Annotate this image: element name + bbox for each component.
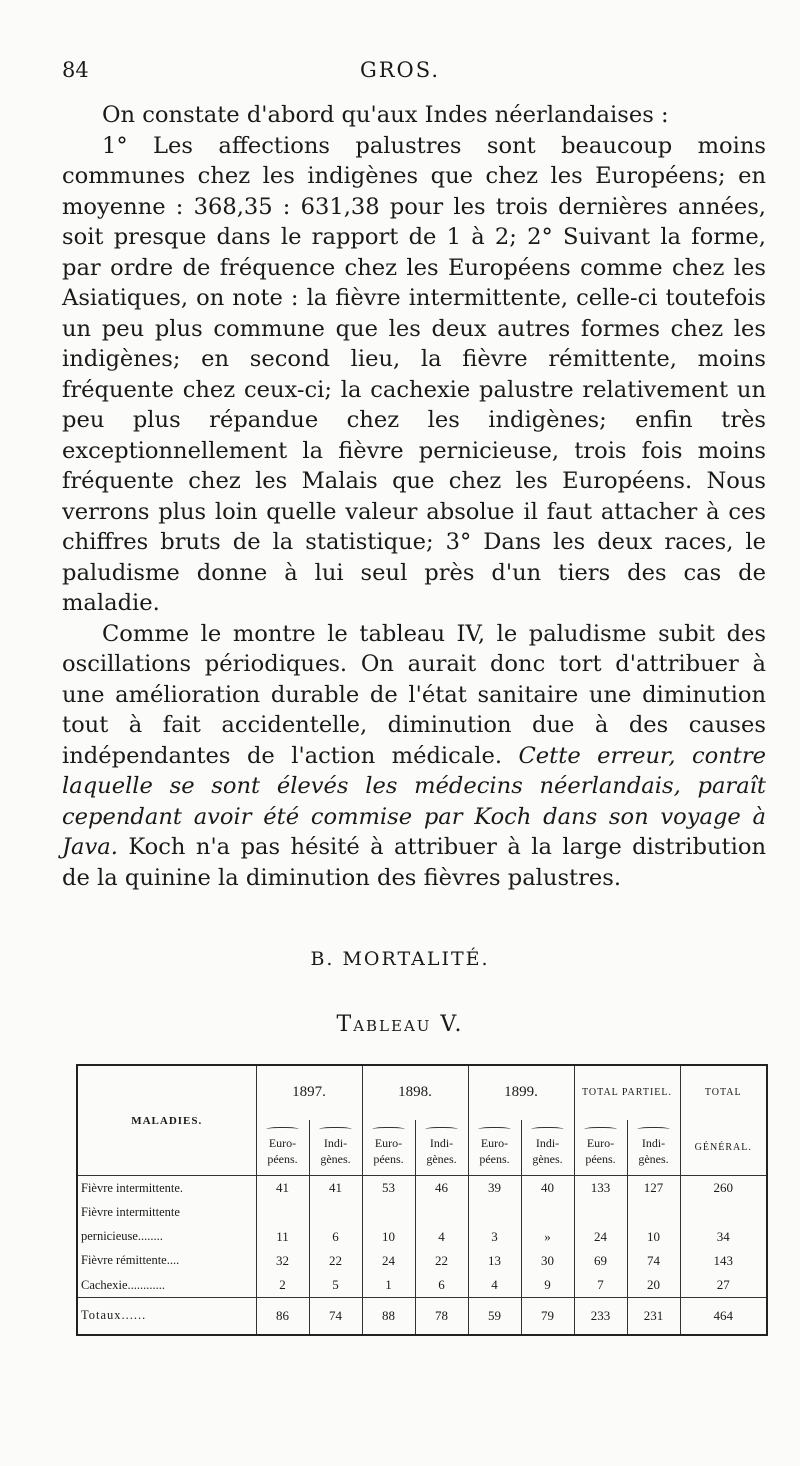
table-cell: 88 bbox=[362, 1297, 415, 1334]
table-cell: 20 bbox=[627, 1273, 680, 1297]
table-cell: 11 bbox=[256, 1224, 309, 1248]
row-label: pernicieuse........ bbox=[81, 1229, 163, 1244]
paragraph-2-start: Comme le montre le tableau IV, le paludisme subit des oscillations périodiques. On aurait donc tort d'attribuer à une amélioration durable de l'état sanitaire une diminution tout à fait accidentelle, diminution due à des causes indépendantes de l'action médicale. bbox=[62, 620, 766, 769]
header-maladies: MALADIES. bbox=[78, 1066, 256, 1176]
row-label: Cachexie............ bbox=[81, 1277, 166, 1292]
table-cell: 27 bbox=[680, 1273, 766, 1297]
subheader-euro: Euro-péens. bbox=[256, 1120, 309, 1176]
table-cell: 74 bbox=[309, 1297, 362, 1334]
table-cell: 32 bbox=[256, 1249, 309, 1273]
subheader-euro: Euro-péens. bbox=[468, 1120, 521, 1176]
table-cell: 24 bbox=[574, 1224, 627, 1248]
subheader-indi: Indi-gènes. bbox=[521, 1120, 574, 1176]
table-cell: 86 bbox=[256, 1297, 309, 1334]
table-cell: 1 bbox=[362, 1273, 415, 1297]
table-cell bbox=[362, 1200, 415, 1224]
paragraph-2 bbox=[62, 619, 766, 894]
table-row bbox=[78, 1249, 766, 1273]
table-cell: 40 bbox=[521, 1176, 574, 1200]
table-cell: 9 bbox=[521, 1273, 574, 1297]
table-cell: 133 bbox=[574, 1176, 627, 1200]
table-cell: 6 bbox=[415, 1273, 468, 1297]
table-cell: 7 bbox=[574, 1273, 627, 1297]
table-cell bbox=[574, 1200, 627, 1224]
table-cell: 34 bbox=[680, 1224, 766, 1248]
table-cell: 46 bbox=[415, 1176, 468, 1200]
table-cell bbox=[680, 1200, 766, 1224]
mortality-table bbox=[76, 1064, 768, 1336]
table-cell: 79 bbox=[521, 1297, 574, 1334]
header-year-1899: 1899. bbox=[468, 1066, 574, 1120]
table-cell: 10 bbox=[362, 1224, 415, 1248]
table-cell: » bbox=[521, 1224, 574, 1248]
header-total-partiel: TOTAL PARTIEL. bbox=[574, 1066, 680, 1120]
table-cell: 41 bbox=[309, 1176, 362, 1200]
table-cell: 6 bbox=[309, 1224, 362, 1248]
table-title: Tableau V. bbox=[336, 1012, 464, 1037]
table-cell: 39 bbox=[468, 1176, 521, 1200]
table-cell: 4 bbox=[468, 1273, 521, 1297]
subheader-indi: Indi-gènes. bbox=[309, 1120, 362, 1176]
table-cell bbox=[468, 1200, 521, 1224]
body-text bbox=[62, 100, 766, 893]
table-cell: 260 bbox=[680, 1176, 766, 1200]
subheader-indi: Indi-gènes. bbox=[627, 1120, 680, 1176]
table-cell bbox=[415, 1200, 468, 1224]
table-cell: 5 bbox=[309, 1273, 362, 1297]
paragraph-lead: On constate d'abord qu'aux Indes néerlandaises : bbox=[102, 102, 669, 128]
table-row bbox=[78, 1176, 766, 1200]
table-cell: 127 bbox=[627, 1176, 680, 1200]
paragraph-1: 1° Les affections palustres sont beaucoup moins communes chez les indigènes que chez les Européens; en moyenne : 368,35 : 631,38 pour les trois dernières années, soit presque dans le rapport de 1 à 2; 2° Suivant la forme, par ordre de fréquence chez les Européens comme chez les Asiatiques, on note : la fièvre intermittente, celle-ci toutefois un peu plus commune que les deux autres formes chez les indigènes; en second lieu, la fièvre rémittente, moins fréquente chez ceux-ci; la cachexie palustre relativement un peu plus répandue chez les indigènes; enfin très exceptionnellement la fièvre pernicieuse, trois fois moins fréquente chez les Malais que chez les Européens. Nous verrons plus loin quelle valeur absolue il faut attacher à ces chiffres bruts de la statistique; 3° Dans les deux races, le paludisme donne à lui seul près d'un tiers des cas de maladie. bbox=[62, 132, 766, 616]
table-cell: 3 bbox=[468, 1224, 521, 1248]
table-cell: 53 bbox=[362, 1176, 415, 1200]
section-title: B. MORTALITÉ. bbox=[310, 948, 490, 970]
table-cell: 74 bbox=[627, 1249, 680, 1273]
header-year-1898: 1898. bbox=[362, 1066, 468, 1120]
totals-row bbox=[78, 1297, 766, 1334]
table-cell: 143 bbox=[680, 1249, 766, 1273]
row-label: Fièvre intermittente bbox=[81, 1204, 180, 1219]
table-cell: 22 bbox=[309, 1249, 362, 1273]
row-label: Fièvre rémittente.... bbox=[81, 1253, 180, 1268]
subheader-indi: Indi-gènes. bbox=[415, 1120, 468, 1176]
subheader-euro: Euro-péens. bbox=[574, 1120, 627, 1176]
table-cell: 69 bbox=[574, 1249, 627, 1273]
table-cell: 59 bbox=[468, 1297, 521, 1334]
table-cell: 22 bbox=[415, 1249, 468, 1273]
row-label: Fièvre intermittente. bbox=[81, 1180, 184, 1195]
table-cell: 464 bbox=[680, 1297, 766, 1334]
table-cell: 10 bbox=[627, 1224, 680, 1248]
table-cell: 13 bbox=[468, 1249, 521, 1273]
header-total-general-1: TOTAL bbox=[680, 1066, 766, 1120]
table-row bbox=[78, 1224, 766, 1248]
table-cell: 24 bbox=[362, 1249, 415, 1273]
header-total-general-2: GÉNÉRAL. bbox=[680, 1120, 766, 1176]
table-row bbox=[78, 1273, 766, 1297]
table-cell: 231 bbox=[627, 1297, 680, 1334]
subheader-euro: Euro-péens. bbox=[362, 1120, 415, 1176]
table-row bbox=[78, 1200, 766, 1224]
table-cell bbox=[521, 1200, 574, 1224]
table-cell: 30 bbox=[521, 1249, 574, 1273]
paragraph-2-italic: Cette erreur, contre laquelle se sont élevés les médecins néerlandais, paraît cependant avoir été commise par Koch dans son voyage à Java. bbox=[62, 742, 766, 860]
page-number: 84 bbox=[62, 58, 89, 82]
data-table bbox=[78, 1066, 766, 1334]
page-header bbox=[62, 58, 738, 88]
table-cell: 233 bbox=[574, 1297, 627, 1334]
table-cell bbox=[309, 1200, 362, 1224]
table-cell: 2 bbox=[256, 1273, 309, 1297]
header-year-1897: 1897. bbox=[256, 1066, 362, 1120]
table-cell bbox=[627, 1200, 680, 1224]
table-cell: 78 bbox=[415, 1297, 468, 1334]
table-cell: 41 bbox=[256, 1176, 309, 1200]
table-cell bbox=[256, 1200, 309, 1224]
paragraph-2-end: Koch n'a pas hésité à attribuer à la large distribution de la quinine la diminution des fièvres palustres. bbox=[62, 834, 766, 891]
totals-label: Totaux...... bbox=[78, 1297, 256, 1334]
table-cell: 4 bbox=[415, 1224, 468, 1248]
running-head: GROS. bbox=[359, 58, 441, 82]
